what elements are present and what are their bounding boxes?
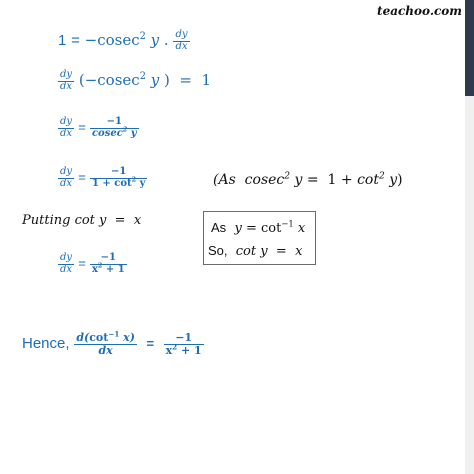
paren-close: ) (397, 172, 403, 188)
numerator: dy (60, 69, 73, 80)
fraction-rhs (90, 167, 148, 189)
cosec-text: −cosec (84, 71, 140, 89)
exponent-two: 2 (97, 261, 103, 270)
d-close: x) (123, 331, 135, 344)
exponent-two: 2 (378, 171, 385, 182)
equals: = (78, 169, 86, 185)
var-y: y (130, 127, 137, 139)
cot-text: cot (235, 244, 257, 259)
equals: = (71, 32, 80, 49)
fraction-derivative (74, 329, 137, 357)
var-x: x (297, 221, 306, 236)
exponent-neg-one: −1 (281, 218, 294, 229)
paren-open: ( (78, 71, 85, 89)
numerator: dy (60, 166, 73, 177)
cosec-text: cosec (91, 127, 123, 139)
cot-text: cot (74, 213, 95, 228)
cot-text: cot (357, 172, 379, 188)
side-note-identity (213, 172, 403, 188)
one: 1 (58, 32, 67, 49)
putting-line (22, 213, 141, 228)
equals: = (78, 119, 86, 135)
equals: = (245, 221, 257, 236)
numerator: dy (175, 29, 188, 40)
var-y: y (389, 172, 398, 188)
exponent-two: 2 (131, 175, 137, 184)
hence-label: Hence, (22, 335, 70, 353)
denominator (90, 261, 127, 276)
one-plus: 1 + (327, 172, 353, 188)
fraction-result (164, 332, 204, 356)
var-y: y (260, 244, 268, 259)
minus-one: −1 (106, 116, 122, 127)
cosec-text: cosec (244, 172, 285, 188)
equals: = (179, 71, 192, 89)
denominator (164, 341, 204, 357)
exponent-two: 2 (139, 71, 146, 82)
equation-line-5 (58, 253, 127, 275)
dot: . (163, 31, 169, 49)
watermark: teachoo.com (377, 4, 462, 18)
denominator: dx (60, 127, 73, 139)
minus-one: −1 (111, 166, 127, 177)
putting-label: Putting (22, 213, 71, 228)
fraction-dy-dx (58, 167, 74, 189)
fraction-dy-dx (58, 253, 74, 275)
fraction-rhs (90, 253, 127, 275)
equals: = (306, 172, 319, 188)
equation-line-1 (58, 30, 190, 52)
denominator: dx (60, 80, 73, 92)
denominator: dx (60, 177, 73, 189)
box-line-1 (211, 220, 305, 236)
fraction-dy-dx (58, 117, 74, 139)
denominator (90, 125, 139, 140)
cosec-text: −cosec (84, 31, 140, 49)
exponent-two: 2 (139, 31, 146, 42)
fraction-dy-dx (58, 70, 74, 92)
one-plus: 1 + (91, 177, 111, 189)
box-as-label: As (211, 220, 227, 235)
var-y: y (150, 31, 160, 49)
note-box (203, 211, 316, 265)
var-y: y (150, 71, 160, 89)
var-y: y (294, 172, 303, 188)
as-prefix: (As (213, 172, 236, 188)
var-y: y (139, 177, 146, 189)
fraction-rhs (90, 117, 139, 139)
box-so-label: So, (208, 243, 228, 258)
numerator (74, 329, 137, 345)
equals: = (78, 255, 86, 271)
var-y: y (99, 213, 107, 228)
equation-line-4 (58, 167, 147, 189)
paren-close: ) (163, 71, 170, 89)
scrollbar-thumb[interactable] (465, 0, 474, 96)
exponent-two: 2 (284, 171, 291, 182)
fraction-dy-dx (173, 30, 189, 52)
equation-line-2 (58, 70, 211, 92)
minus-one: −1 (100, 252, 117, 263)
plus-one: + 1 (180, 343, 202, 357)
equals: = (146, 336, 155, 352)
cot-text: cot (89, 331, 109, 344)
denominator: dx (175, 40, 188, 52)
plus-one: + 1 (105, 263, 125, 275)
numerator: dy (60, 252, 73, 263)
hence-line (22, 329, 204, 357)
numerator: dy (60, 116, 73, 127)
equals: = (114, 213, 126, 228)
cot-text: cot (114, 177, 132, 189)
var-x: x (295, 244, 303, 259)
exponent-two: 2 (122, 125, 128, 134)
denominator (90, 175, 148, 190)
var-x: x (133, 213, 142, 228)
exponent-neg-one: −1 (108, 329, 120, 339)
var-x: x (91, 263, 98, 275)
denominator: dx (98, 343, 113, 357)
cot-text: cot (260, 221, 282, 236)
equals: = (275, 244, 287, 259)
minus-one: −1 (175, 331, 193, 344)
one: 1 (201, 71, 212, 89)
var-y: y (234, 221, 242, 236)
denominator: dx (60, 263, 73, 275)
exponent-two: 2 (172, 341, 178, 351)
box-line-2 (208, 243, 302, 259)
d-open: d( (76, 331, 90, 344)
equation-line-3 (58, 117, 139, 139)
var-x: x (165, 343, 173, 357)
